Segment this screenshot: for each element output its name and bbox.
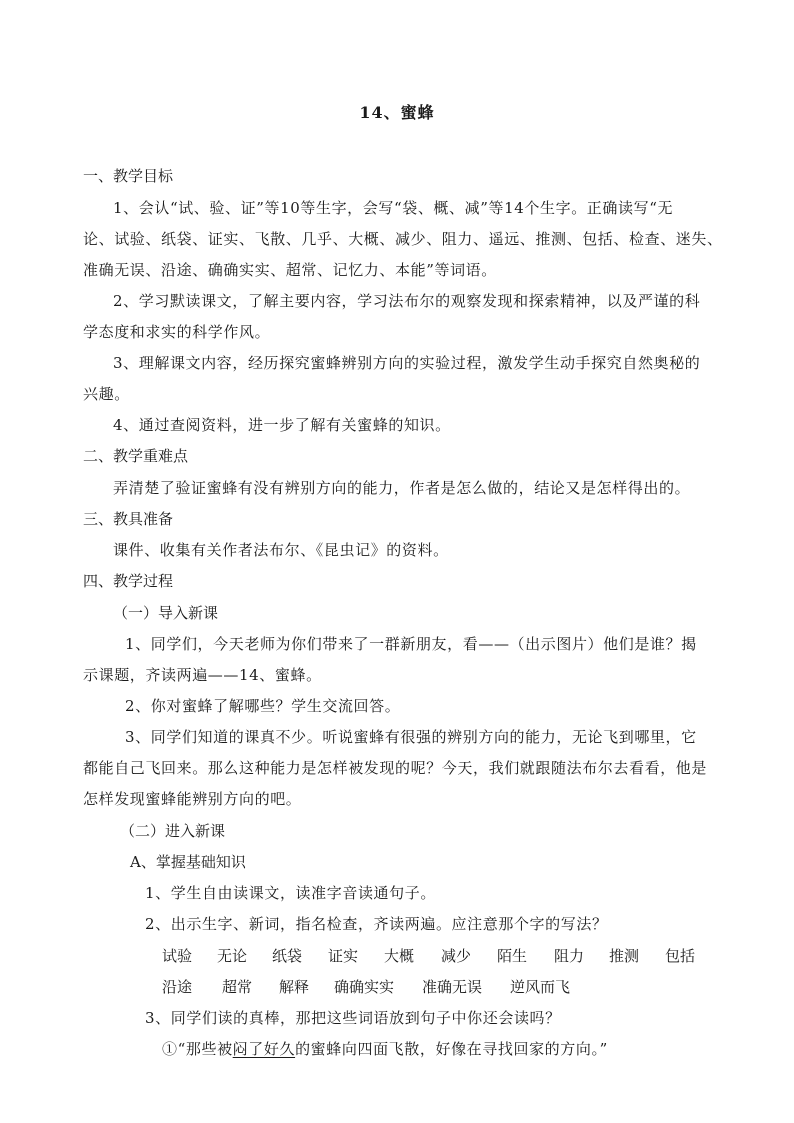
- word-item: 无论: [217, 947, 248, 965]
- key-points-text: 弄清楚了验证蜜蜂有没有辨别方向的能力，作者是怎么做的，结论又是怎样得出的。: [113, 479, 691, 497]
- word-item: 准确无误: [422, 978, 483, 996]
- word-item: 包括: [665, 947, 696, 965]
- intro-2: 2、你对蜜蜂了解哪些？学生交流回答。: [125, 697, 401, 715]
- sentence-1-suffix: 的蜜蜂向四面飞散，好像在寻找回家的方向。”: [295, 1040, 608, 1058]
- section-heading-key-points: 二、教学重难点: [83, 447, 189, 465]
- subheading-basics: A、掌握基础知识: [130, 853, 246, 871]
- basics-1: 1、学生自由读课文，读准字音读通句子。: [145, 884, 436, 902]
- word-item: 沿途: [162, 978, 193, 996]
- objective-4: 4、通过查阅资料，进一步了解有关蜜蜂的知识。: [113, 416, 451, 434]
- intro-3-line-1: 3、同学们知道的课真不少。听说蜜蜂有很强的辨别方向的能力，无论飞到哪里，它: [125, 728, 697, 746]
- word-item: 试验: [162, 947, 193, 965]
- word-item: 逆风而飞: [510, 978, 571, 996]
- materials-text: 课件、收集有关作者法布尔、《昆虫记》的资料。: [113, 541, 449, 559]
- sentence-1-prefix: ①“那些被: [162, 1040, 233, 1058]
- objective-2-line-2: 学态度和求实的科学作风。: [83, 323, 271, 341]
- objective-1-line-3: 准确无误、沿途、确确实实、超常、记忆力、本能”等词语。: [83, 261, 497, 279]
- word-item: 超常: [222, 978, 253, 996]
- objective-1-line-1: 1、会认“试、验、证”等10等生字，会写“袋、概、减”等14个生字。正确读写“无: [113, 199, 674, 217]
- intro-1-line-2: 示课题，齐读两遍——14、蜜蜂。: [83, 666, 322, 684]
- basics-3: 3、同学们读的真棒，那把这些词语放到句子中你还会读吗？: [145, 1009, 561, 1027]
- word-item: 减少: [441, 947, 472, 965]
- word-item: 大概: [384, 947, 415, 965]
- sentence-1: [162, 1038, 608, 1060]
- intro-3-line-3: 怎样发现蜜蜂能辨别方向的吧。: [83, 790, 302, 808]
- objective-1-line-2: 论、试验、纸袋、证实、飞散、几乎、大概、减少、阻力、遥远、推测、包括、检查、迷失、: [83, 230, 723, 248]
- word-item: 推测: [609, 947, 640, 965]
- word-item: 阻力: [554, 947, 585, 965]
- section-heading-materials: 三、教具准备: [83, 510, 174, 528]
- section-heading-objectives: 一、教学目标: [83, 167, 174, 185]
- intro-3-line-2: 都能自己飞回来。那么这种能力是怎样被发现的呢？今天，我们就跟随法布尔去看看，他是: [83, 759, 708, 777]
- intro-1-line-1: 1、同学们，今天老师为你们带来了一群新朋友，看——（出示图片）他们是谁？揭: [125, 635, 697, 653]
- word-item: 陌生: [497, 947, 528, 965]
- word-item: 纸袋: [272, 947, 303, 965]
- word-item: 解释: [279, 978, 310, 996]
- objective-2-line-1: 2、学习默读课文，了解主要内容，学习法布尔的观察发现和探索精神，以及严谨的科: [113, 292, 701, 310]
- basics-2: 2、出示生字、新词，指名检查，齐读两遍。应注意那个字的写法？: [145, 915, 608, 933]
- page-title: 14、蜜蜂: [359, 103, 435, 122]
- objective-3-line-2: 兴趣。: [83, 385, 130, 403]
- subheading-intro: （一）导入新课: [113, 604, 219, 622]
- word-item: 确确实实: [334, 978, 395, 996]
- objective-3-line-1: 3、理解课文内容，经历探究蜜蜂辨别方向的实验过程，激发学生动手探究自然奥秘的: [113, 354, 701, 372]
- word-item: 证实: [328, 947, 359, 965]
- sentence-1-underlined: 闷了好久: [232, 1040, 296, 1058]
- section-heading-process: 四、教学过程: [83, 572, 174, 590]
- subheading-new-lesson: （二）进入新课: [120, 822, 226, 840]
